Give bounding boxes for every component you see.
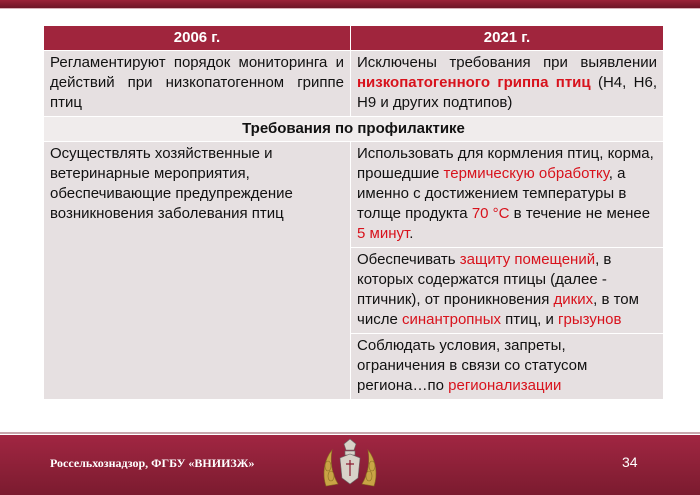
- text-segment: Обеспечивать: [357, 251, 460, 268]
- text-segment: , в том числе: [357, 291, 639, 328]
- page-number: 34: [622, 454, 638, 470]
- top-divider: [0, 8, 700, 9]
- footer-divider: [0, 432, 700, 434]
- row4-right-cell: [351, 334, 664, 400]
- highlight-text: синантропных: [401, 311, 501, 328]
- comparison-table: [43, 25, 664, 400]
- row2-right-cell: [351, 142, 664, 248]
- text-segment: Соблюдать условия, запреты, ограничения в связи со статусом региона…по: [357, 337, 588, 394]
- row2-left-cell: Осуществлять хозяйственные и ветеринарные мероприятия, обеспечивающие предупреждение возникновения заболевания птиц: [44, 142, 351, 400]
- text-segment: птиц, и: [501, 311, 559, 328]
- highlight-text: грызунов: [558, 311, 622, 328]
- text-segment: в течение не менее: [509, 205, 651, 222]
- text-segment: Использовать для кормления птиц, корма, прошедшие: [357, 145, 654, 182]
- column-header-2021: 2021 г.: [351, 26, 664, 51]
- highlight-text: низкопатогенного гриппа птиц: [357, 74, 591, 91]
- top-bar: [0, 0, 700, 8]
- coat-of-arms-emblem-icon: [318, 436, 382, 492]
- footer-organization: Россельхознадзор, ФГБУ «ВНИИЗЖ»: [50, 456, 255, 470]
- highlight-text: диких: [553, 291, 594, 308]
- highlight-text: 70 °С: [471, 205, 510, 222]
- text-segment: (Н4, Н6, Н9 и других подтипов): [357, 74, 657, 111]
- highlight-text: защиту помещений: [459, 251, 596, 268]
- text-segment: .: [409, 225, 414, 242]
- section-title: Требования по профилактике: [44, 117, 664, 142]
- text-segment: , а именно с достижением температуры в толще продукта: [357, 165, 627, 222]
- column-header-2006: 2006 г.: [44, 26, 351, 51]
- highlight-text: 5 минут: [357, 225, 410, 242]
- highlight-text: термическую обработку: [443, 165, 609, 182]
- row1-left-cell: Регламентируют порядок мониторинга и действий при низкопатогенном гриппе птиц: [44, 51, 351, 117]
- text-segment: Исключены требования при выявлении: [357, 54, 657, 71]
- row3-right-cell: [351, 248, 664, 334]
- text-segment: , в которых содержатся птицы (далее - птичник), от проникновения: [357, 251, 612, 308]
- row1-right-cell: [351, 51, 664, 117]
- highlight-text: регионализации: [448, 377, 562, 394]
